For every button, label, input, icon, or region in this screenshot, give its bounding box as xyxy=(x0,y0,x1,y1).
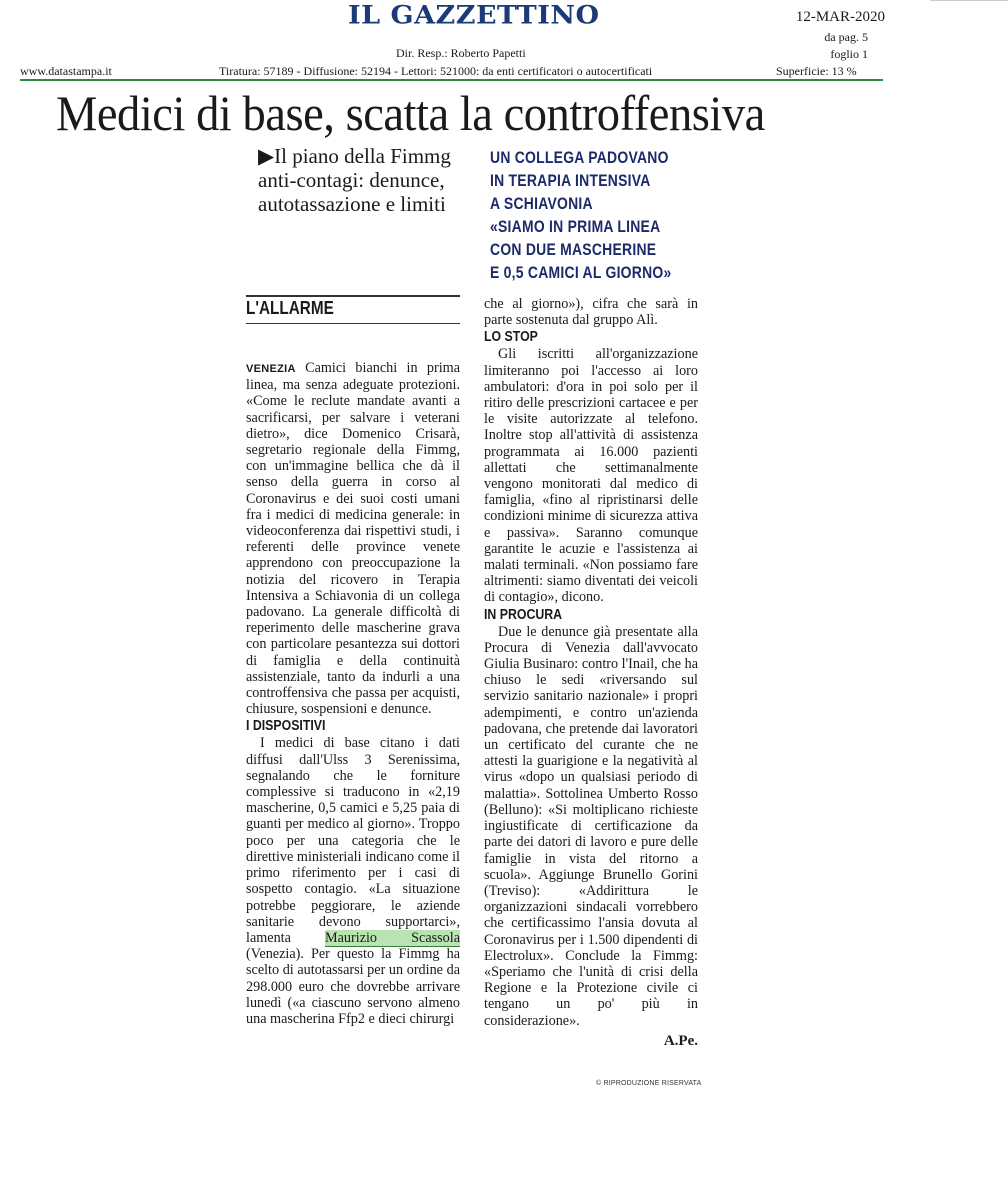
section-rule-top xyxy=(246,295,460,297)
paragraph-dispositivi xyxy=(246,735,460,1027)
surface-percentage: Superficie: 13 % xyxy=(776,64,857,78)
publication-date: 12-MAR-2020 xyxy=(795,9,885,25)
newspaper-masthead: IL GAZZETTINO xyxy=(348,0,600,31)
kicker-line: A SCHIAVONIA xyxy=(490,194,593,213)
highlighted-name: Maurizio Scassola xyxy=(325,929,460,946)
article-headline: Medici di base, scatta la controffensiva xyxy=(56,85,765,141)
paragraph-text: Camici bianchi in prima linea, ma senza adeguate protezioni. «Come le reclute mandate avanti a sacrificarsi, per salvare i veterani dietro», dice Domenico Crisarà, segretario regionale della Fimmg, con un'immagine bellica che dà il senso della guerra in corso al Coronavirus e dei suoi costi umani fra i medici di medicina generale: in videoconferenza dai rispettivi studi, i referenti delle province venete apprendono con preoccupazione la notizia del ricovero in Terapia Intensiva a Schiavonia di un collega padovano. La generale difficoltà di reperimento delle mascherine grava con particolare pesantezza sui dottori di famiglia e della continuità assistenziale, tanto da indurli a una controffensiva che passa per acquisti, chiusure, sospensioni e denunce. xyxy=(246,360,460,718)
kicker-line: E 0,5 CAMICI AL GIORNO» xyxy=(490,263,672,282)
page-info xyxy=(824,29,868,63)
dateline: VENEZIA xyxy=(246,363,296,375)
paragraph-text: I medici di base citano i dati diffusi dall'Ulss 3 Serenissima, segnalando che le forniture complessive si traducono in «2,19 mascherine, 0,5 camici e 5,25 paia di guanti per medico al giorno». Troppo poco per una categoria che le direttive ministeriali indicano come il primo riferimento per i casi di sospetto contagio. «La situazione potrebbe peggiorare, le aziende sanitarie devono supportarci», lamenta xyxy=(246,735,460,946)
subhead-dispositivi: I DISPOSITIVI xyxy=(246,718,326,735)
kicker-line: IN TERAPIA INTENSIVA xyxy=(490,171,651,190)
section-title: L'ALLARME xyxy=(246,298,334,318)
paragraph-procura: Due le denunce già presentate alla Procura di Venezia dall'avvocato Giulia Businaro: contro l'Inail, che ha chiuso le sedi «riversando sul servizio sanitario nazionale» i propri adempimenti, e contro un'azienda padovana, che pretende dai lavoratori un certificato del curante che ne attesti la guarigione e la negatività al virus «dopo un qualsiasi periodo di malattia». Sottolinea Umberto Rosso (Belluno): «Si moltiplicano richieste ingiustificate di certificazione da parte dei datori di lavoro e pure delle famiglie in vista del ritorno a scuola». Aggiunge Brunello Gorini (Treviso): «Addirittura le organizzazioni sindacali vorrebbero che certificassimo l'ansia dovuta al Coronavirus per i 1.500 dipendenti di Electrolux». Conclude la Fimmg: «Speriamo che l'unità di crisi della Regione e la Protezione civile ci tengano un po' più in considerazione». xyxy=(484,623,698,1029)
section-rule-bottom xyxy=(246,323,460,324)
subheadline-right xyxy=(490,146,671,284)
article-column-right xyxy=(484,296,698,1049)
author-signature: A.Pe. xyxy=(663,1032,698,1049)
sheet-number: foglio 1 xyxy=(830,47,868,61)
copyright-notice: © RIPRODUZIONE RISERVATA xyxy=(596,1080,702,1087)
kicker-line: CON DUE MASCHERINE xyxy=(490,240,657,259)
paragraph-text: (Venezia). Per questo la Fimmg ha scelto di autotassarsi per un ordine da 298.000 euro che dovrebbe arrivare lunedì («a ciascuno servono almeno una mascherina Ffp2 e dieci chirurgi xyxy=(246,946,460,1027)
top-edge-line xyxy=(930,0,1008,1)
kicker-line: UN COLLEGA PADOVANO xyxy=(490,148,669,167)
director-line: Dir. Resp.: Roberto Papetti xyxy=(396,46,526,60)
subhead-stop: LO STOP xyxy=(484,329,538,346)
kicker-line: «SIAMO IN PRIMA LINEA xyxy=(490,217,661,236)
header-divider xyxy=(20,79,883,81)
subhead-procura: IN PROCURA xyxy=(484,606,563,623)
page-number: da pag. 5 xyxy=(824,30,868,44)
subheadline-line: ▶Il piano della Fimmg xyxy=(258,144,451,168)
subheadline-line: anti-contagi: denunce, xyxy=(258,168,445,192)
paragraph-continuation: che al giorno»), cifra che sarà in parte sostenuta dal gruppo Alì. xyxy=(484,296,698,329)
subheadline-line: autotassazione e limiti xyxy=(258,192,446,216)
paragraph-stop: Gli iscritti all'organizzazione limiteranno poi l'accesso ai loro ambulatori: d'ora in poi solo per il ritiro delle prescrizioni cartacee e per le visite autorizzate al telefono. Inoltre stop all'attività di assistenza programmata ai 16.000 pazienti allettati che settimanalmente vengono monitorati dal medico di famiglia, «fino al ripristinarsi delle condizioni minime di sicurezza attiva e passiva». Saranno comunque garantite le acuzie e l'assistenza ai malati terminali. «Non possiamo fare altrimenti: siamo diventati dei veicoli di contagio», dicono. xyxy=(484,346,698,606)
paragraph-intro xyxy=(246,360,460,717)
website-link[interactable]: www.datastampa.it xyxy=(20,64,112,78)
article-column-left xyxy=(246,360,460,1027)
circulation-stats: Tiratura: 57189 - Diffusione: 52194 - Lettori: 521000: da enti certificatori o autocertificati xyxy=(219,64,653,78)
subheadline-left xyxy=(258,144,451,216)
